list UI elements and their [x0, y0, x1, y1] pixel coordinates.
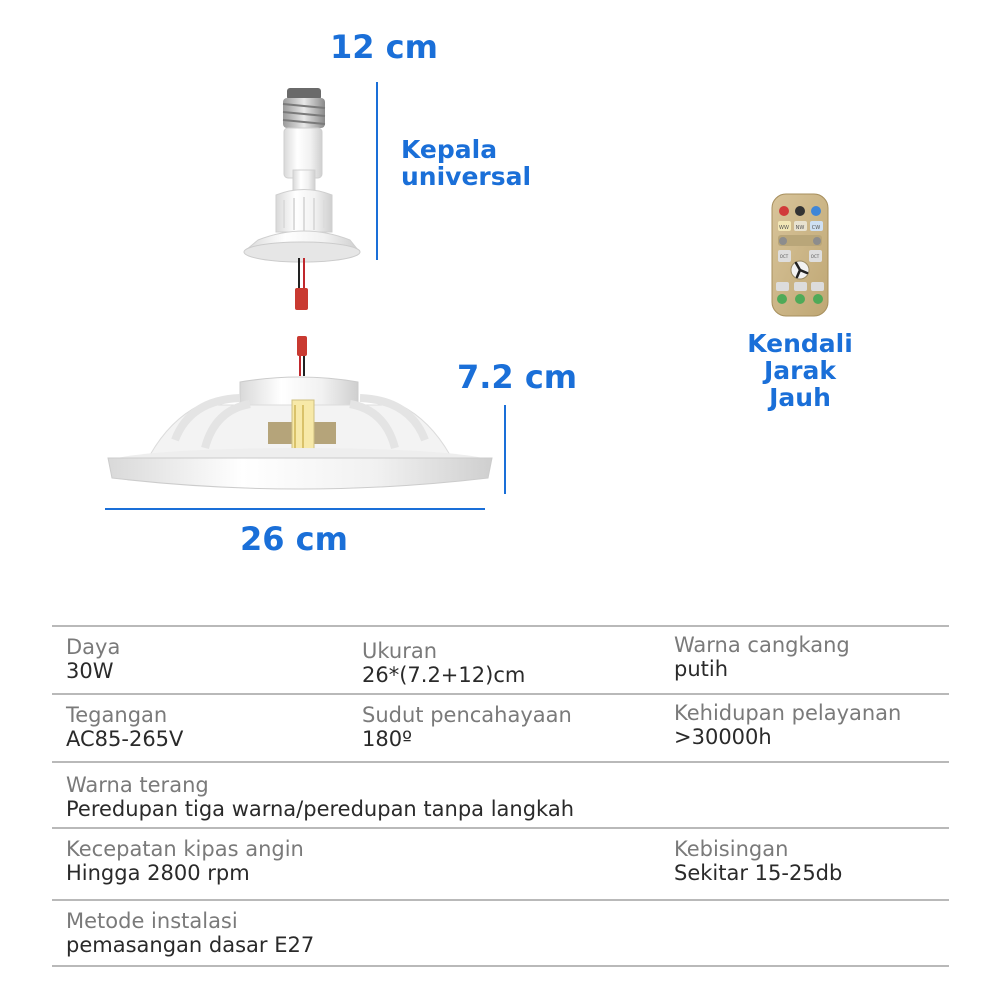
- spec-label: Kebisingan: [674, 837, 789, 861]
- dimension-12cm: 12 cm: [330, 28, 438, 66]
- spec-table: [52, 625, 949, 967]
- dimension-7cm: 7.2 cm: [457, 358, 578, 396]
- spec-size: [362, 639, 525, 687]
- spec-install: [66, 909, 314, 957]
- remote-label-line2: Jarak: [764, 356, 836, 385]
- remote-btn-nw: NW: [795, 225, 805, 231]
- remote-label: [740, 330, 860, 411]
- spec-fan-speed: [66, 837, 304, 885]
- fan-body: [108, 377, 492, 489]
- spec-label: Kecepatan kipas angin: [66, 837, 304, 861]
- spec-row: [52, 761, 949, 827]
- spec-service-life: [674, 701, 901, 749]
- spec-value: 30W: [66, 659, 114, 683]
- connector-top: [295, 288, 308, 310]
- universal-head-label: [401, 136, 531, 190]
- remote-label-line3: Jauh: [769, 383, 831, 412]
- spec-value: 180º: [362, 727, 412, 751]
- spec-label: Ukuran: [362, 639, 438, 663]
- connector-bottom: [297, 336, 307, 356]
- spec-value: >30000h: [674, 725, 772, 749]
- remote-control: [772, 194, 828, 316]
- spec-value: Sekitar 15-25db: [674, 861, 843, 885]
- spec-row: [52, 827, 949, 899]
- spec-label: Warna cangkang: [674, 633, 850, 657]
- spec-row: [52, 899, 949, 967]
- spec-row: [52, 693, 949, 761]
- spec-voltage: [66, 703, 183, 751]
- spec-label: Daya: [66, 635, 121, 659]
- spec-value: 26*(7.2+12)cm: [362, 663, 526, 687]
- spec-label: Warna terang: [66, 773, 209, 797]
- spec-shell-color: [674, 633, 850, 681]
- universal-head-label-line2: universal: [401, 162, 532, 191]
- universal-head-label-line1: Kepala: [401, 135, 498, 164]
- spec-label: Metode instalasi: [66, 909, 238, 933]
- spec-label: Tegangan: [66, 703, 168, 727]
- spec-label: Kehidupan pelayanan: [674, 701, 902, 725]
- remote-btn-cw: CW: [811, 225, 821, 231]
- spec-beam-angle: [362, 703, 572, 751]
- remote-btn-oct-left: OCT: [779, 254, 789, 259]
- dimension-26cm: 26 cm: [240, 520, 348, 558]
- spec-row: [52, 625, 949, 693]
- remote-btn-oct-right: OCT: [810, 254, 820, 259]
- spec-label: Sudut pencahayaan: [362, 703, 572, 727]
- remote-btn-ww: WW: [779, 225, 789, 231]
- spec-value: Peredupan tiga warna/peredupan tanpa langkah: [66, 797, 575, 821]
- spec-light-color: [66, 773, 574, 821]
- spec-value: AC85-265V: [66, 727, 184, 751]
- spec-power: [66, 635, 120, 683]
- remote-label-line1: Kendali: [747, 329, 853, 358]
- spec-noise: [674, 837, 842, 885]
- e27-screw-cap: [283, 88, 325, 128]
- spec-value: Hingga 2800 rpm: [66, 861, 250, 885]
- spec-value: pemasangan dasar E27: [66, 933, 315, 957]
- spec-value: putih: [674, 657, 729, 681]
